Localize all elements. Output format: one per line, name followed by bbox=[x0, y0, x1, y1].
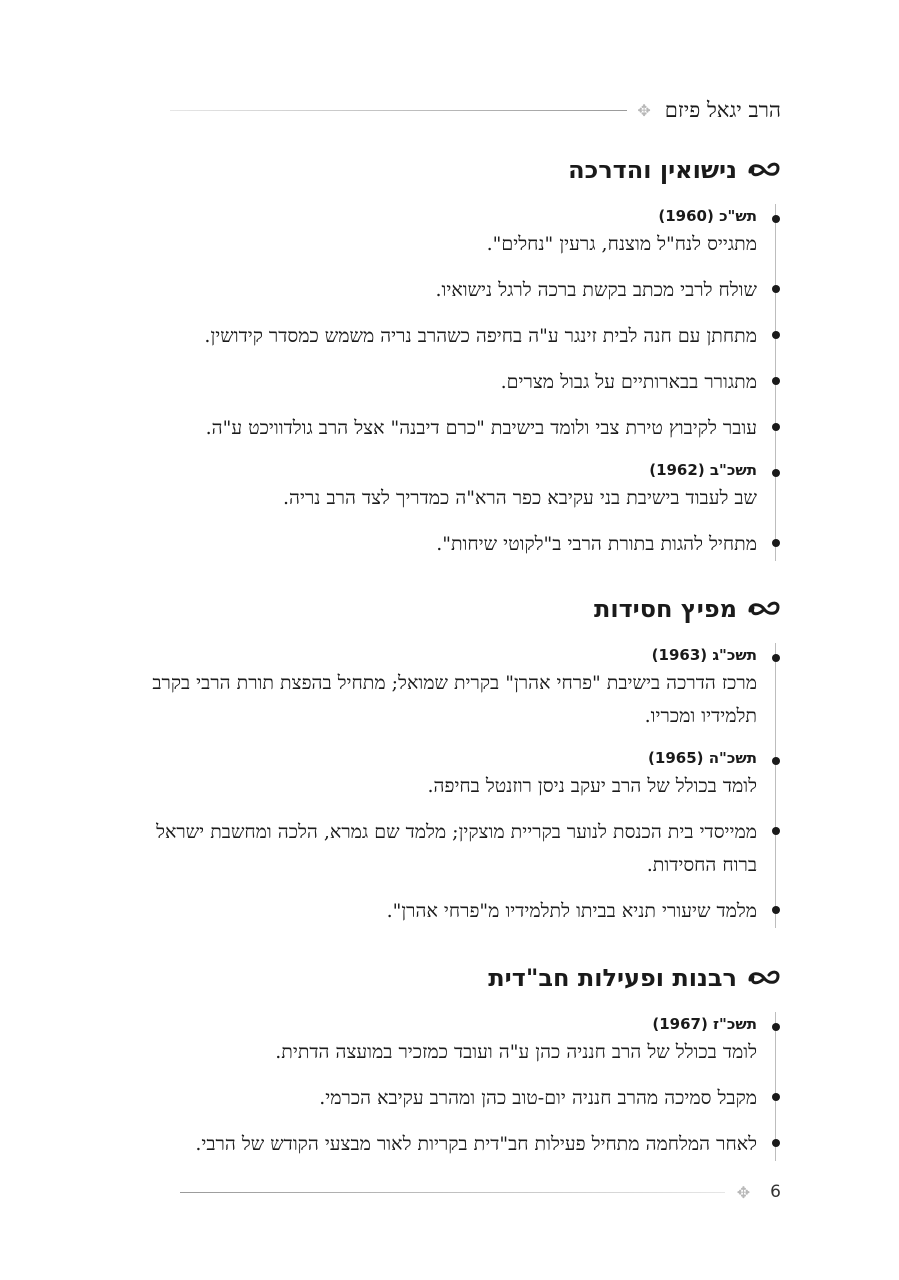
section-title: מפיץ חסידות bbox=[593, 595, 737, 623]
year-label bbox=[121, 458, 757, 482]
year-number: (1962) bbox=[649, 461, 705, 479]
section-marriage bbox=[121, 150, 781, 561]
section-heading bbox=[121, 589, 781, 629]
section-title: רבנות ופעילות חב"דית bbox=[488, 964, 737, 992]
diamond-ornament-icon: ✥ bbox=[736, 1182, 751, 1202]
page-number: 6 bbox=[770, 1182, 781, 1202]
item-text: עובר לקיבוץ טירת צבי ולומד בישיבת "כרם דיבנה" אצל הרב גולדוויכט ע"ה. bbox=[205, 417, 757, 439]
year-hebrew: תשכ"ז bbox=[713, 1015, 757, 1033]
timeline-item bbox=[121, 816, 775, 882]
year-label bbox=[121, 643, 757, 667]
page-footer bbox=[180, 1180, 781, 1204]
item-text: מרכז הדרכה בישיבת "פרחי אהרן" בקרית שמואל; מתחיל בהפצת תורת הרבי בקרב תלמידיו ומכריו. bbox=[152, 672, 757, 727]
item-text: מתגייס לנח"ל מוצנח, גרעין "נחלים". bbox=[486, 233, 757, 255]
header-rule bbox=[170, 110, 627, 111]
item-text: מלמד שיעורי תניא בביתו לתלמידיו מ"פרחי אהרן". bbox=[386, 900, 757, 922]
timeline-item bbox=[121, 1012, 775, 1069]
item-text: לומד בכולל של הרב יעקב ניסן רוזנטל בחיפה. bbox=[427, 775, 757, 797]
timeline-item bbox=[121, 746, 775, 803]
item-text: מקבל סמיכה מהרב חנניה יום-טוב כהן ומהרב עקיבא הכרמי. bbox=[319, 1087, 757, 1109]
year-number: (1963) bbox=[651, 646, 708, 664]
item-text: מתחתן עם חנה לבית זינגר ע"ה בחיפה כשהרב נריה משמש כמסדר קידושין. bbox=[204, 325, 757, 347]
section-rabbinate bbox=[121, 958, 781, 1161]
year-number: (1965) bbox=[648, 749, 704, 767]
item-text: לומד בכולל של הרב חנניה כהן ע"ה ועובד כמזכיר במועצה הדתית. bbox=[275, 1041, 757, 1063]
year-hebrew: תש"כ bbox=[719, 207, 757, 225]
item-text: מתגורר בבארותיים על גבול מצרים. bbox=[500, 371, 757, 393]
infinity-ornament-icon bbox=[747, 968, 781, 988]
timeline-list bbox=[121, 204, 776, 561]
running-title: הרב יגאל פיזם bbox=[664, 97, 781, 122]
timeline-item bbox=[121, 643, 775, 733]
item-text: לאחר המלחמה מתחיל פעילות חב"דית בקריות לאור מבצעי הקודש של הרבי. bbox=[195, 1133, 757, 1155]
year-label bbox=[121, 1012, 757, 1036]
timeline-item bbox=[121, 204, 775, 261]
infinity-ornament-icon bbox=[747, 160, 781, 180]
diamond-ornament-icon: ✥ bbox=[637, 100, 651, 120]
timeline-list bbox=[121, 643, 776, 928]
timeline-item bbox=[121, 412, 775, 445]
year-number: (1960) bbox=[658, 207, 714, 225]
timeline-item bbox=[121, 528, 775, 561]
year-hebrew: תשכ"ב bbox=[709, 461, 757, 479]
year-hebrew: תשכ"ה bbox=[708, 749, 757, 767]
section-title: נישואין והדרכה bbox=[568, 156, 737, 184]
page-body bbox=[121, 150, 781, 1174]
timeline-item bbox=[121, 458, 775, 515]
timeline-item bbox=[121, 274, 775, 307]
item-text: ממייסדי בית הכנסת לנוער בקריית מוצקין; מלמד שם גמרא, הלכה ומחשבת ישראל ברוח החסידות. bbox=[156, 821, 757, 876]
year-number: (1967) bbox=[652, 1015, 708, 1033]
item-text: מתחיל להגות בתורת הרבי ב"לקוטי שיחות". bbox=[436, 533, 757, 555]
timeline-item bbox=[121, 366, 775, 399]
item-text: שולח לרבי מכתב בקשת ברכה לרגל נישואיו. bbox=[435, 279, 757, 301]
timeline-item bbox=[121, 320, 775, 353]
timeline-item bbox=[121, 1082, 775, 1115]
running-header bbox=[170, 95, 781, 125]
section-heading bbox=[121, 958, 781, 998]
timeline-list bbox=[121, 1012, 776, 1161]
infinity-ornament-icon bbox=[747, 599, 781, 619]
timeline-item bbox=[121, 1128, 775, 1161]
year-label bbox=[121, 746, 757, 770]
section-spreading-chassidus bbox=[121, 589, 781, 928]
footer-rule bbox=[180, 1192, 725, 1193]
item-text: שב לעבוד בישיבת בני עקיבא כפר הרא"ה כמדריך לצד הרב נריה. bbox=[283, 487, 757, 509]
timeline-item bbox=[121, 895, 775, 928]
year-label bbox=[121, 204, 757, 228]
section-heading bbox=[121, 150, 781, 190]
year-hebrew: תשכ"ג bbox=[712, 646, 757, 664]
